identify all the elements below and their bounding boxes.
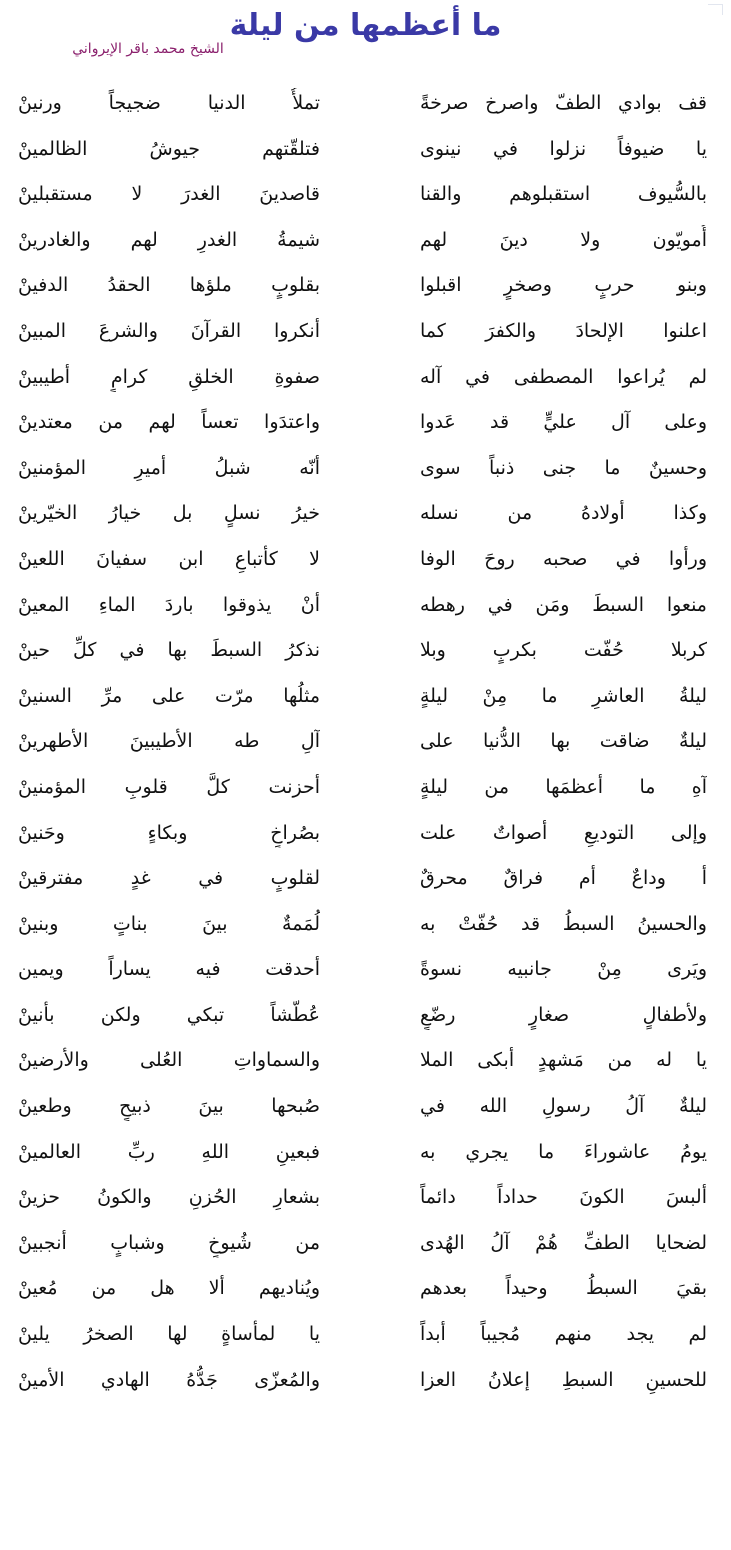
verse-first-hemistich: أُمويّون ولا دينَ لهم xyxy=(420,228,707,251)
poem-verse xyxy=(0,590,731,636)
verse-second-hemistich: فبعينِ اللهِ ربِّ العالمينْ xyxy=(18,1140,320,1163)
verse-first-hemistich: والحسينُ السبطُ قد حُفّتْ به xyxy=(420,912,707,935)
verse-first-hemistich: لضحايا الطفِّ هُمْ آلُ الهُدى xyxy=(420,1231,707,1254)
poem-verse xyxy=(0,134,731,180)
poem-verse xyxy=(0,544,731,590)
verse-first-hemistich: آهِ ما أعظمَها من ليلةٍ xyxy=(420,775,707,798)
poem-verse xyxy=(0,909,731,955)
verse-first-hemistich: بقيَ السبطُ وحيداً بعدهم xyxy=(420,1277,707,1300)
verse-second-hemistich: ويُناديهم ألا هل من مُعينْ xyxy=(18,1277,320,1300)
verse-first-hemistich: أ وداعٌ أم فراقٌ محرقٌ xyxy=(420,867,707,890)
verse-second-hemistich: عُطّشاً تبكي ولكن بأنينْ xyxy=(18,1003,320,1026)
poem-verse xyxy=(0,407,731,453)
poem-verse xyxy=(0,270,731,316)
verse-second-hemistich: من شُيوخٍ وشبابٍ أنجبينْ xyxy=(18,1231,320,1254)
verse-first-hemistich: يا ضيوفاً نزلوا في نينوى xyxy=(420,137,707,160)
verse-first-hemistich: وبنو حربٍ وصخرٍ اقبلوا xyxy=(420,274,707,297)
verse-second-hemistich: بقلوبٍ ملؤها الحقدُ الدفينْ xyxy=(18,274,320,297)
poem-verse xyxy=(0,863,731,909)
verse-second-hemistich: يا لمأساةٍ لها الصخرُ يلينْ xyxy=(18,1323,320,1346)
verse-first-hemistich: لم يُراعوا المصطفى في آله xyxy=(420,365,707,388)
verse-first-hemistich: ألبسَ الكونَ حداداً دائماً xyxy=(420,1186,707,1209)
verse-second-hemistich: أنْ يذوقوا باردَ الماءِ المعينْ xyxy=(18,593,320,616)
verse-first-hemistich: كربلا حُفّت بكربٍ وبلا xyxy=(420,639,707,662)
verse-second-hemistich: صفوةِ الخلقِ كرامٍ أطيبينْ xyxy=(18,365,320,388)
verse-first-hemistich: ليلةٌ آلُ رسولِ الله في xyxy=(420,1095,707,1118)
poem-verse xyxy=(0,498,731,544)
verse-first-hemistich: قف بوادي الطفّ واصرخ صرخةً xyxy=(420,92,707,114)
verse-first-hemistich: ليلةُ العاشرِ ما مِنْ ليلةٍ xyxy=(420,684,707,707)
poem-verse xyxy=(0,225,731,271)
poem-verse xyxy=(0,1319,731,1365)
poem-verse xyxy=(0,1228,731,1274)
verse-first-hemistich: منعوا السبطَ ومَن في رهطه xyxy=(420,593,707,616)
poem-verse xyxy=(0,1137,731,1183)
poem-verse xyxy=(0,726,731,772)
poem-verse xyxy=(0,635,731,681)
verse-second-hemistich: تملأُ الدنيا ضجيجاً ورنينْ xyxy=(18,92,320,114)
verse-second-hemistich: أنكروا القرآنَ والشرعَ المبينْ xyxy=(18,319,320,342)
verse-first-hemistich: ورأوا في صحبه روحَ الوفا xyxy=(420,547,707,570)
poem-verse xyxy=(0,1045,731,1091)
verse-first-hemistich: وكذا أولادهُ من نسله xyxy=(420,502,707,525)
verse-second-hemistich: لقلوبٍ في غدٍ مفترقينْ xyxy=(18,867,320,890)
verse-second-hemistich: فتلقّتهم جيوشُ الظالمينْ xyxy=(18,137,320,160)
verse-first-hemistich: يومُ عاشوراءَ ما يجري به xyxy=(420,1140,707,1163)
poem-verse xyxy=(0,772,731,818)
verse-second-hemistich: بشعارِ الحُزنِ والكونُ حزينْ xyxy=(18,1186,320,1209)
verse-second-hemistich: بصُراخٍ وبكاءٍ وحَنينْ xyxy=(18,821,320,844)
poem-verse xyxy=(0,954,731,1000)
poem-title: ما أعظمها من ليلة xyxy=(229,8,502,43)
poem-verse xyxy=(0,1000,731,1046)
poem-verse xyxy=(0,681,731,727)
poem-verse xyxy=(0,179,731,225)
verse-second-hemistich: مثلُها مرّت على مرِّ السنينْ xyxy=(18,684,320,707)
verse-first-hemistich: ولأطفالٍ صغارٍ رضّعٍ xyxy=(420,1003,707,1026)
verse-second-hemistich: أنّه شبلُ أميرِ المؤمنينْ xyxy=(18,456,320,479)
verse-second-hemistich: خيرُ نسلٍ بل خيارُ الخيّرينْ xyxy=(18,502,320,525)
verse-second-hemistich: لا كأتباعِ ابن سفيانَ اللعينْ xyxy=(18,547,320,570)
verse-first-hemistich: اعلنوا الإلحادَ والكفرَ كما xyxy=(420,319,707,342)
verse-second-hemistich: صُبحها بينَ ذبيحٍ وطعينْ xyxy=(18,1095,320,1118)
verse-first-hemistich: وعلى آل عليٍّ قد عَدوا xyxy=(420,411,707,434)
poem-author: الشيخ محمد باقر الإيرواني xyxy=(72,41,224,57)
verse-second-hemistich: والسماواتِ العُلى والأرضينْ xyxy=(18,1049,320,1072)
verse-second-hemistich: والمُعزّى جَدُّهُ الهادي الأمينْ xyxy=(18,1368,320,1391)
verse-first-hemistich: يا له من مَشهدٍ أبكى الملا xyxy=(420,1049,707,1072)
verse-second-hemistich: واعتدَوا تعساً لهم من معتدينْ xyxy=(18,411,320,434)
verse-second-hemistich: لُمَمةٌ بينَ بناتٍ وبنينْ xyxy=(18,912,320,935)
poem-verse xyxy=(0,362,731,408)
poem-verse xyxy=(0,88,731,134)
verse-second-hemistich: نذكرُ السبطَ بها في كلِّ حينْ xyxy=(18,639,320,662)
verse-first-hemistich: لم يجد منهم مُجيباً أبداً xyxy=(420,1323,707,1346)
poem-verse xyxy=(0,1091,731,1137)
poem-verse xyxy=(0,1182,731,1228)
verse-second-hemistich: أحزنت كلَّ قلوبِ المؤمنينْ xyxy=(18,775,320,798)
verse-first-hemistich: وحسينٌ ما جنى ذنباً سوى xyxy=(420,456,707,479)
verse-first-hemistich: وإلى التوديعِ أصواتٌ علت xyxy=(420,821,707,844)
verse-first-hemistich: ليلةٌ ضاقت بها الدُّنيا على xyxy=(420,730,707,753)
poem-verse xyxy=(0,316,731,362)
verse-first-hemistich: ويَرى مِنْ جانبيه نسوةً xyxy=(420,958,707,981)
verse-second-hemistich: قاصدينَ الغدرَ لا مستقبلينْ xyxy=(18,183,320,206)
poem-verse xyxy=(0,1365,731,1411)
poem-verse xyxy=(0,1273,731,1319)
verse-first-hemistich: للحسينِ السبطِ إعلانُ العزا xyxy=(420,1368,707,1391)
verse-second-hemistich: شيمةُ الغدرِ لهم والغادرينْ xyxy=(18,228,320,251)
verse-second-hemistich: أحدقت فيه يساراً ويمين xyxy=(18,958,320,981)
poem-verse xyxy=(0,453,731,499)
verse-first-hemistich: بالسُّيوف استقبلوهم والقنا xyxy=(420,183,707,206)
poem-body xyxy=(0,88,731,1410)
poem-verse xyxy=(0,818,731,864)
verse-second-hemistich: آلِ طه الأطيبينَ الأطهرينْ xyxy=(18,730,320,753)
